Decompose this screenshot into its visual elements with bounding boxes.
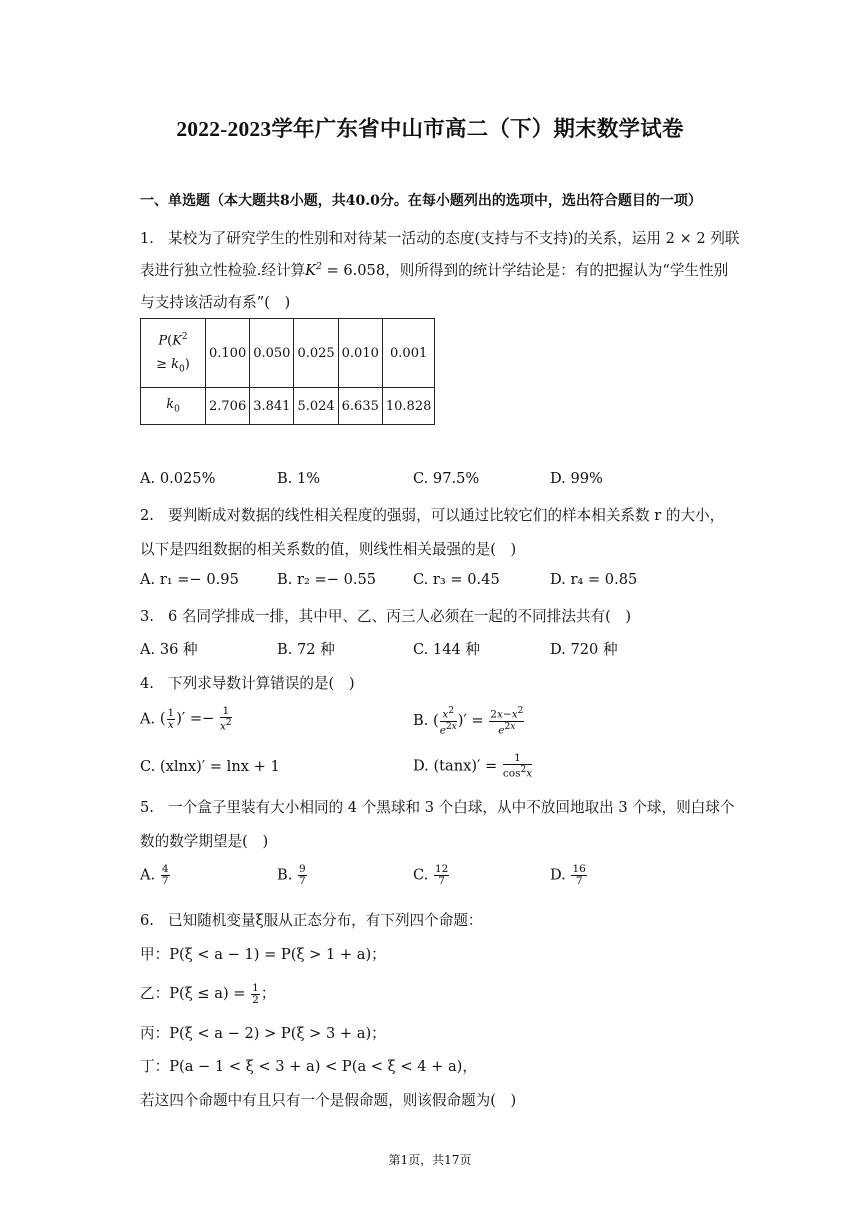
question-4-line-1: 4. 下列求导数计算错误的是( ) — [140, 675, 355, 692]
q2-option-c: C. r₃ = 0.45 — [413, 571, 500, 588]
table-row — [141, 319, 435, 388]
q4-option-a: A. ( $\frac{1}{x}$ )′ =− $\frac{1}{x^2}$ — [140, 705, 232, 733]
table-cell: 0.001 — [382, 319, 435, 388]
k-squared: $K^2$ — [305, 262, 322, 279]
q2-option-d: D. r₄ = 0.85 — [550, 571, 638, 588]
section-heading: 一、单选题（本大题共8小题，共40.0分。在每小题列出的选项中，选出符合题目的一项） — [140, 193, 702, 209]
q2-option-b: B. r₂ =− 0.55 — [277, 571, 377, 588]
proposition-jia: 甲：P(ξ < a − 1) = P(ξ > 1 + a)； — [140, 946, 386, 963]
page-footer: 第1页，共17页 — [388, 1153, 472, 1167]
question-6-line-1: 6. 已知随机变量ξ服从正态分布，有下列四个命题： — [140, 912, 483, 929]
table-header-p: $P(K^2$ ≥ $k_0$) — [141, 319, 206, 388]
q1-option-a: A. 0.025% — [140, 470, 216, 487]
question-1-line-3: 与支持该活动有系”( ) — [140, 294, 291, 311]
question-2-line-1: 2. 要判断成对数据的线性相关程度的强弱，可以通过比较它们的样本相关系数 r 的大小， — [140, 507, 725, 524]
table-cell: 0.050 — [250, 319, 294, 388]
page-title: 2022-2023学年广东省中山市高二（下）期末数学试卷 — [176, 117, 684, 141]
q1-option-b: B. 1% — [277, 470, 321, 487]
table-cell: 6.635 — [338, 388, 382, 425]
q3-option-d: D. 720 种 — [550, 641, 618, 658]
proposition-yi: 乙：P(ξ ≤ a) = $\frac{1}{2}$ ； — [140, 981, 276, 1006]
question-6-last-line: 若这四个命题中有且只有一个是假命题，则该假命题为( ) — [140, 1092, 517, 1109]
question-1-line-1: 1. 某校为了研究学生的性别和对待某一活动的态度(支持与不支持)的关系，运用 2 × 2 列联 — [140, 230, 740, 247]
table-cell: 0.010 — [338, 319, 382, 388]
question-2-line-2: 以下是四组数据的相关系数的值，则线性相关最强的是( ) — [140, 541, 517, 558]
question-1-line-2: 表进行独立性检验.经计算$K^2 = 6.058$，则所得到的统计学结论是：有的把握认为“学生性别 — [140, 262, 729, 279]
q5-option-b: B. $\frac{9}{7}$ — [277, 863, 306, 887]
question-3-line-1: 3. 6 名同学排成一排，其中甲、乙、丙三人必须在一起的不同排法共有( ) — [140, 608, 632, 625]
q5-option-a: A. $\frac{4}{7}$ — [140, 863, 169, 887]
table-cell: 3.841 — [250, 388, 294, 425]
q5-option-c: C. $\frac{12}{7}$ — [413, 863, 449, 887]
q4-option-c: C. (xlnx)′ = lnx + 1 — [140, 758, 280, 775]
q5-option-d: D. $\frac{16}{7}$ — [550, 863, 586, 887]
proposition-ding: 丁：P(a − 1 < ξ < 3 + a) < P(a < ξ < 4 + a)， — [140, 1058, 477, 1075]
q3-option-b: B. 72 种 — [277, 641, 335, 658]
q1-option-c: C. 97.5% — [413, 470, 480, 487]
table-row — [141, 388, 435, 425]
table-header-k0: $k_0$ — [141, 388, 206, 425]
q2-option-a: A. r₁ =− 0.95 — [140, 571, 239, 588]
q4-option-d: D. (tanx)′ = $\frac{1}{\cos^2x}$ — [413, 752, 533, 780]
q1-option-d: D. 99% — [550, 470, 603, 487]
table-cell: 2.706 — [206, 388, 250, 425]
q3-option-c: C. 144 种 — [413, 641, 481, 658]
table-cell: 10.828 — [382, 388, 435, 425]
table-cell: 0.025 — [294, 319, 338, 388]
question-5-line-2: 数的数学期望是( ) — [140, 833, 269, 850]
table-cell: 5.024 — [294, 388, 338, 425]
q3-option-a: A. 36 种 — [140, 641, 198, 658]
proposition-bing: 丙：P(ξ < a − 2) > P(ξ > 3 + a)； — [140, 1025, 386, 1042]
table-cell: 0.100 — [206, 319, 250, 388]
critical-value-table — [140, 318, 435, 425]
q4-option-b: B. ( $\frac{x^2}{e^{2x}}$ )′ = $\frac{2x-x^2}{e^{2x}}$ — [413, 706, 524, 736]
question-5-line-1: 5. 一个盒子里装有大小相同的 4 个黑球和 3 个白球，从中不放回地取出 3 个球，则白球个 — [140, 799, 735, 816]
